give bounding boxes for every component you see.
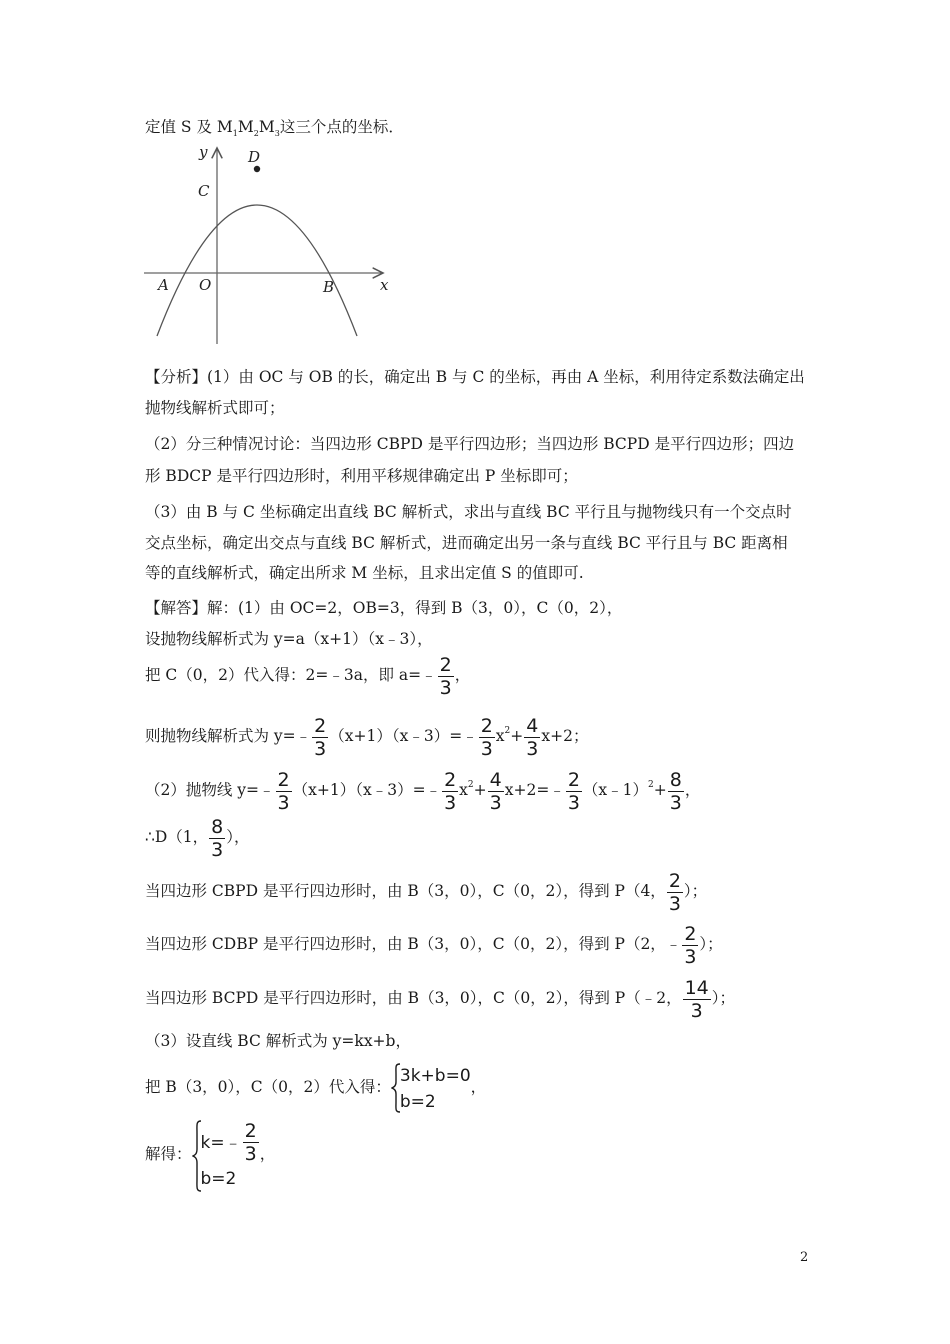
fraction: $\frac{2}{3}$ bbox=[277, 768, 290, 814]
answer-line-7: 当四边形 CBPD 是平行四边形时，由 B（3，0），C（0，2），得到 P（4， $\frac{2}{3}$ ）； bbox=[145, 869, 708, 915]
fraction: $\frac{2}{3}$ bbox=[444, 768, 457, 814]
answer-line-10: （3）设直线 BC 解析式为 y=kx+b， bbox=[145, 1032, 411, 1050]
answer-line-1: 【解答】解：(1）由 OC=2，OB=3，得到 B（3，0），C（0，2）， bbox=[145, 599, 623, 617]
answer-line-11: 把 B（3，0），C（0，2）代入得： 3k+b=0 b=2 ， bbox=[145, 1061, 486, 1115]
analysis-line-5: （3）由 B 与 C 坐标确定出直线 BC 解析式，求出与直线 BC 平行且与抛物线只有一个交点时 bbox=[145, 503, 792, 521]
fraction: $\frac{2}{3}$ bbox=[668, 869, 681, 915]
intro-line: 定值 S 及 $M_1M_2M_3$这三个点的坐标． bbox=[145, 118, 404, 139]
answer-line-2: 设抛物线解析式为 y=a（x+1）（x﹣3）， bbox=[145, 630, 433, 648]
vertex-point-d bbox=[254, 166, 260, 172]
answer-line-8: 当四边形 CDBP 是平行四边形时，由 B（3，0），C（0，2），得到 P（2，﹣ $\frac{2}{3}$ ）； bbox=[145, 922, 723, 968]
answer-line-6: ∴D（1， $\frac{8}{3}$ ）， bbox=[145, 815, 250, 861]
analysis-line-3: （2）分三种情况讨论：当四边形 CBPD 是平行四边形；当四边形 BCPD 是平行四边形；四边 bbox=[145, 435, 795, 453]
label-o: O bbox=[199, 276, 212, 294]
parabola-curve bbox=[157, 205, 357, 336]
label-a: A bbox=[158, 276, 169, 294]
analysis-line-6: 交点坐标，确定出交点与直线 BC 解析式，进而确定出另一条与直线 BC 平行且与 BC 距离相 bbox=[145, 534, 788, 552]
label-y: y bbox=[199, 143, 208, 161]
answer-line-4: 则抛物线解析式为 y=﹣ $\frac{2}{3}$ （x+1）（x﹣3）=﹣ $\frac{2}{3}$ $x^2+$ $\frac{4}{3}$ x+2； bbox=[145, 714, 589, 760]
fraction: $\frac{4}{3}$ bbox=[489, 768, 502, 814]
fraction: $\frac{14}{3}$ bbox=[684, 976, 709, 1022]
answer-line-3: 把 C（0，2）代入得：2=﹣3a，即 a=﹣ $\frac{2}{3}$ ， bbox=[145, 653, 471, 699]
analysis-line-4: 形 BDCP 是平行四边形时，利用平移规律确定出 P 坐标即可； bbox=[145, 467, 578, 485]
fraction: $\frac{8}{3}$ bbox=[211, 815, 224, 861]
fraction: $\frac{2}{3}$ bbox=[684, 922, 697, 968]
parabola-graph bbox=[140, 140, 400, 345]
fraction: $\frac{2}{3}$ bbox=[314, 714, 327, 760]
label-d: D bbox=[248, 148, 261, 166]
answer-line-9: 当四边形 BCPD 是平行四边形时，由 B（3，0），C（0，2），得到 P（﹣2， $\frac{14}{3}$ ）； bbox=[145, 976, 736, 1022]
fraction: $\frac{2}{3}$ bbox=[244, 1120, 257, 1165]
fraction: $\frac{2}{3}$ bbox=[567, 768, 580, 814]
equation-system: 3k+b=0 b=2 bbox=[391, 1062, 471, 1115]
analysis-line-7: 等的直线解析式，确定出所求 M 坐标，且求出定值 S 的值即可. bbox=[145, 564, 584, 582]
analysis-line-2: 抛物线解析式即可； bbox=[145, 399, 285, 417]
fraction: $\frac{4}{3}$ bbox=[526, 714, 539, 760]
label-x: x bbox=[380, 276, 389, 294]
label-c: C bbox=[198, 182, 210, 200]
label-b: B bbox=[323, 278, 335, 296]
answer-line-5: （2）抛物线 y=﹣ $\frac{2}{3}$ （x+1）（x﹣3）=﹣ $\frac{2}{3}$ $x^2+$ $\frac{4}{3}$ x+2=﹣ $\frac{2}{3}$ （x﹣1）$^2$+ $\frac{8}{3}$ ， bbox=[145, 768, 701, 814]
page-number: 2 bbox=[800, 1250, 809, 1265]
left-brace-icon bbox=[192, 1119, 202, 1193]
fraction: $\frac{2}{3}$ bbox=[480, 714, 493, 760]
fraction: $\frac{2}{3}$ bbox=[439, 653, 452, 699]
answer-line-12: 解得： k=﹣ $\frac{2}{3}$ b=2 ， bbox=[145, 1118, 275, 1192]
left-brace-icon bbox=[391, 1062, 401, 1114]
analysis-line-1: 【分析】(1）由 OC 与 OB 的长，确定出 B 与 C 的坐标，再由 A 坐标，利用待定系数法确定出 bbox=[145, 368, 805, 386]
solution-system: k=﹣ $\frac{2}{3}$ b=2 bbox=[192, 1119, 260, 1192]
fraction: $\frac{8}{3}$ bbox=[669, 768, 682, 814]
